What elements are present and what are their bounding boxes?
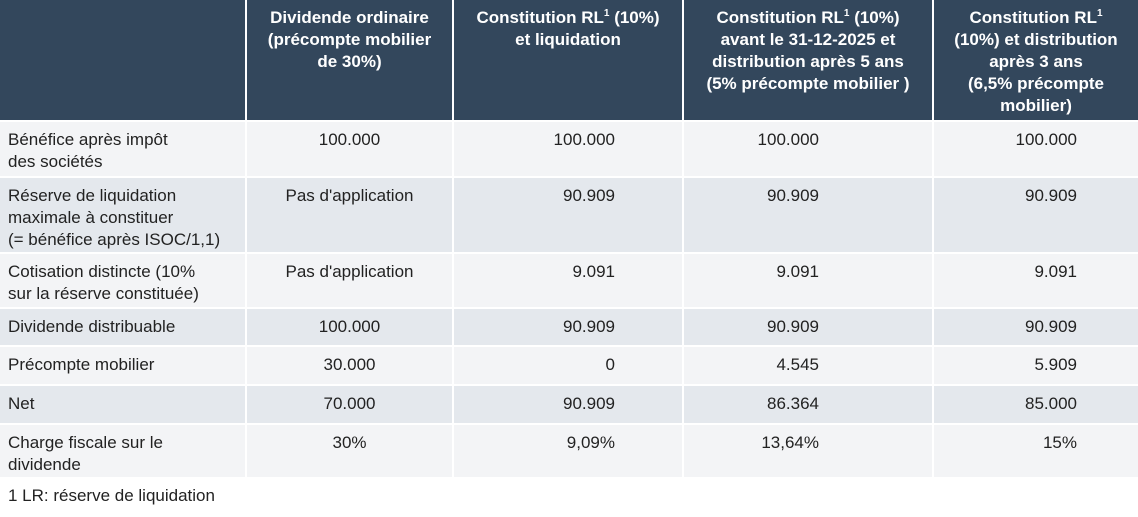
table-cell: 90.909 (453, 308, 683, 346)
table-cell: 90.909 (933, 308, 1138, 346)
table-cell: 100.000 (246, 121, 453, 177)
table-cell: Pas d'application (246, 253, 453, 308)
table-cell: 30.000 (246, 346, 453, 385)
table-row (0, 308, 1138, 346)
table-cell: 100.000 (453, 121, 683, 177)
table-cell: 90.909 (683, 177, 933, 253)
table-cell: 0 (453, 346, 683, 385)
table-row (0, 177, 1138, 253)
table-cell: 9,09% (453, 424, 683, 478)
row-label: Dividende distribuable (0, 308, 246, 346)
table-row (0, 346, 1138, 385)
table-cell: 9.091 (933, 253, 1138, 308)
table-row (0, 424, 1138, 478)
footnote: 1 LR: réserve de liquidation (8, 486, 215, 505)
table-cell: 100.000 (683, 121, 933, 177)
table-cell: 85.000 (933, 385, 1138, 424)
table-cell: 9.091 (453, 253, 683, 308)
table-cell: 15% (933, 424, 1138, 478)
row-label: Cotisation distincte (10% sur la réserve constituée) (0, 253, 246, 308)
table-row (0, 253, 1138, 308)
table-cell: 100.000 (246, 308, 453, 346)
header-corner-cell (0, 0, 246, 121)
header-constitution-3-ans: Constitution $RL^1$ (10%) et distribution après 3 ans (6,5% précompte mobilier) (933, 0, 1138, 121)
table-cell: 13,64% (683, 424, 933, 478)
table-cell: Pas d'application (246, 177, 453, 253)
header-row (0, 0, 1138, 121)
header-dividende-ordinaire: Dividende ordinaire (précompte mobilier de 30%) (246, 0, 453, 121)
row-label: Réserve de liquidation maximale à constituer (= bénéfice après ISOC/1,1) (0, 177, 246, 253)
row-label: Précompte mobilier (0, 346, 246, 385)
table-row (0, 121, 1138, 177)
table-cell: 30% (246, 424, 453, 478)
header-constitution-liquidation: Constitution $RL^1$ (10%) et liquidation (453, 0, 683, 121)
table-cell: 90.909 (933, 177, 1138, 253)
row-label: Charge fiscale sur le dividende (0, 424, 246, 478)
table-cell: 90.909 (683, 308, 933, 346)
table-cell: 9.091 (683, 253, 933, 308)
table-cell: 5.909 (933, 346, 1138, 385)
table-cell: 86.364 (683, 385, 933, 424)
row-label: Net (0, 385, 246, 424)
header-constitution-5-ans: Constitution $RL^1$ (10%) avant le 31-12-2025 et distribution après 5 ans (5% précompte mobilier ) (683, 0, 933, 121)
table-cell: 90.909 (453, 385, 683, 424)
row-label: Bénéfice après impôt des sociétés (0, 121, 246, 177)
table-cell: 4.545 (683, 346, 933, 385)
table-row (0, 385, 1138, 424)
table-cell: 70.000 (246, 385, 453, 424)
table-cell: 100.000 (933, 121, 1138, 177)
table-cell: 90.909 (453, 177, 683, 253)
